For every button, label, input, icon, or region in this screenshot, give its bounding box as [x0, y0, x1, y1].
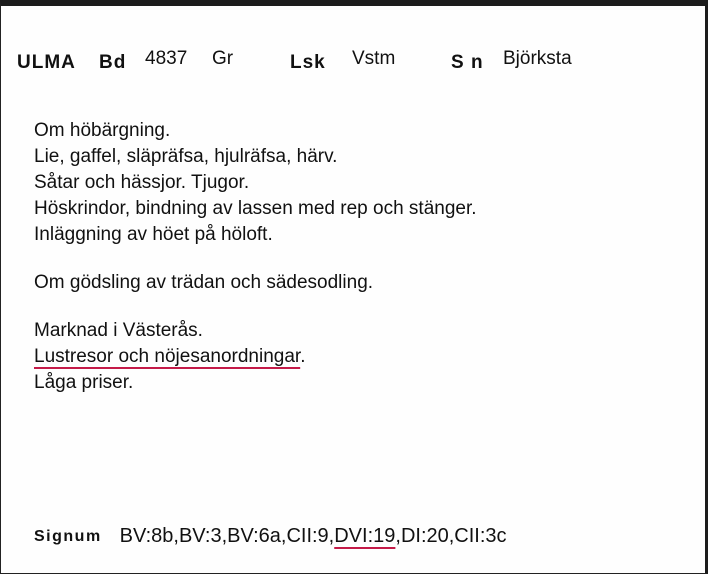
body-line: Marknad i Västerås.	[34, 320, 203, 341]
signum-label: Signum	[34, 528, 102, 545]
signum-row	[34, 525, 507, 548]
signum-code-underlined: DVI:19	[334, 525, 396, 547]
sn-value: Björksta	[503, 48, 572, 69]
card-header	[17, 48, 695, 78]
bd-label: Bd	[99, 52, 127, 73]
signum-codes-before: BV:8b,BV:3,BV:6a,CII:9,	[119, 525, 335, 547]
body-line: Inläggning av höet på höloft.	[34, 224, 273, 245]
lsk-value: Vstm	[352, 48, 396, 69]
body-line: Om gödsling av trädan och sädesodling.	[34, 272, 374, 293]
lsk-label: Lsk	[290, 52, 326, 73]
signum-codes-after: ,DI:20,CII:3c	[395, 525, 507, 547]
card-body	[34, 118, 694, 396]
archive-label: ULMA	[17, 52, 76, 73]
paragraph-gap	[34, 296, 694, 318]
bd-value: 4837	[145, 48, 188, 69]
paragraph-gap	[34, 248, 694, 270]
trailing-period: .	[300, 346, 306, 367]
bd-suffix: Gr	[212, 48, 234, 69]
body-line: Låga priser.	[34, 372, 134, 393]
body-line-underlined	[34, 344, 694, 370]
underlined-text: Lustresor och nöjesanordningar	[34, 346, 301, 367]
body-line: Lie, gaffel, släpräfsa, hjulräfsa, härv.	[34, 146, 338, 167]
sn-label: S n	[451, 52, 484, 73]
body-line: Höskrindor, bindning av lassen med rep och stänger.	[34, 198, 477, 219]
body-line: Om höbärgning.	[34, 120, 171, 141]
body-line: Såtar och hässjor. Tjugor.	[34, 172, 250, 193]
